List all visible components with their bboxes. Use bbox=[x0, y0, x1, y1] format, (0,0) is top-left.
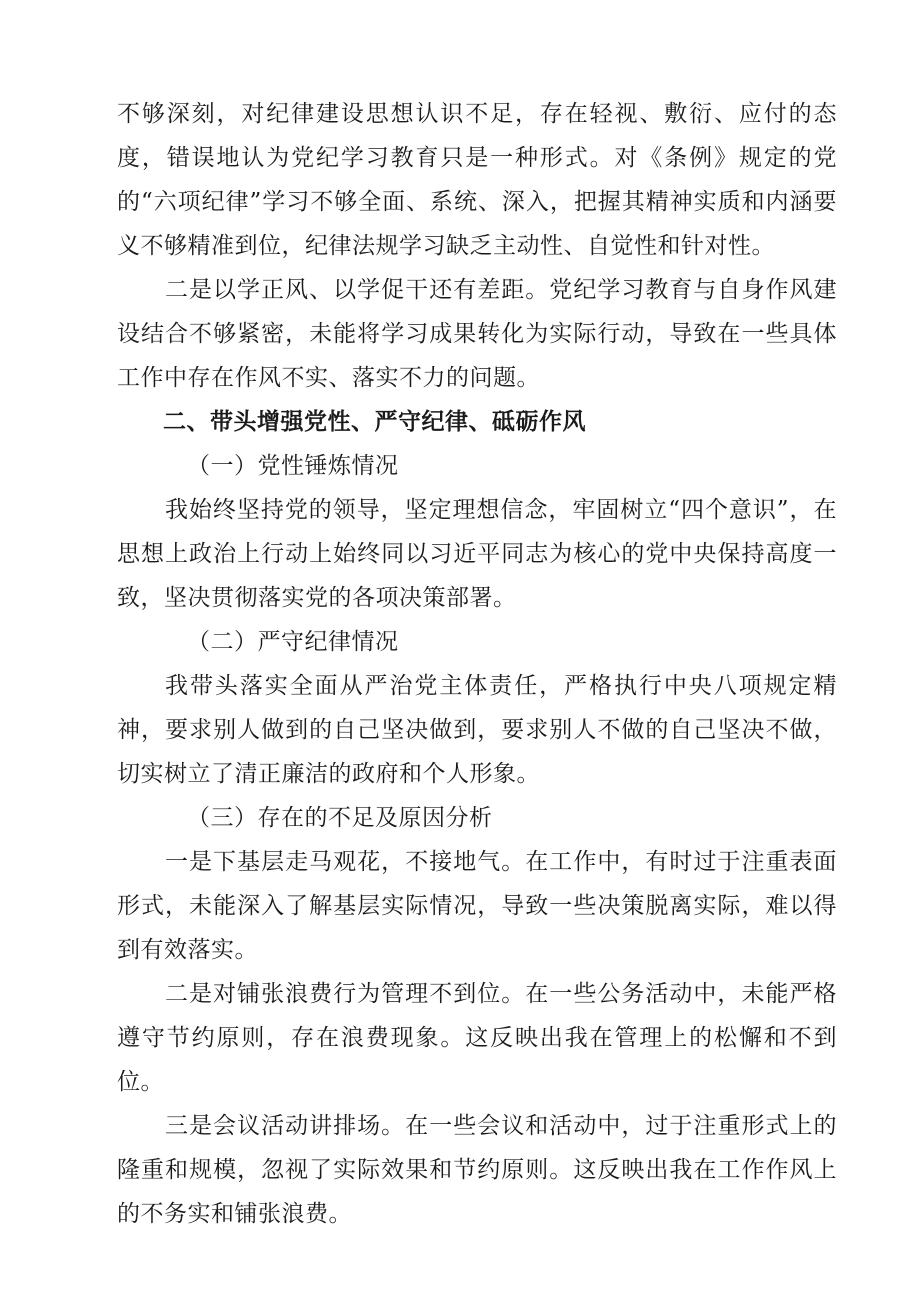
paragraph-shortcoming-3: 三是会议活动讲排场。在一些会议和活动中，过于注重形式上的隆重和规模，忽视了实际效果和节约原则。这反映出我在工作作风上的不务实和铺张浪费。 bbox=[117, 1113, 837, 1227]
paragraph-shortcoming-2: 二是对铺张浪费行为管理不到位。在一些公务活动中，未能严格遵守节约原则，存在浪费现象。这反映出我在管理上的松懈和不到位。 bbox=[117, 981, 837, 1095]
subheading-discipline: （二）严守纪律情况 bbox=[187, 629, 399, 655]
paragraph-shortcoming-1: 一是下基层走马观花，不接地气。在工作中，有时过于注重表面形式，未能深入了解基层实际情况，导致一些决策脱离实际，难以得到有效落实。 bbox=[117, 849, 837, 963]
paragraph-work-style-gap: 二是以学正风、以学促干还有差距。党纪学习教育与自身作风建设结合不够紧密，未能将学习成果转化为实际行动，导致在一些具体工作中存在作风不实、落实不力的问题。 bbox=[117, 277, 837, 391]
paragraph-party-spirit: 我始终坚持党的领导，坚定理想信念，牢固树立“四个意识”，在思想上政治上行动上始终同以习近平同志为核心的党中央保持高度一致，坚决贯彻落实党的各项决策部署。 bbox=[117, 497, 837, 611]
subheading-shortcomings: （三）存在的不足及原因分析 bbox=[187, 805, 493, 831]
document-page bbox=[117, 92, 837, 1236]
section-heading-2: 二、带头增强党性、严守纪律、砥砺作风 bbox=[163, 409, 586, 435]
paragraph-discipline: 我带头落实全面从严治党主体责任，严格执行中央八项规定精神，要求别人做到的自己坚决做到，要求别人不做的自己坚决不做，切实树立了清正廉洁的政府和个人形象。 bbox=[117, 673, 837, 787]
subheading-party-spirit: （一）党性锤炼情况 bbox=[187, 453, 399, 479]
paragraph-continued: 不够深刻，对纪律建设思想认识不足，存在轻视、敷衍、应付的态度，错误地认为党纪学习教育只是一种形式。对《条例》规定的党的“六项纪律”学习不够全面、系统、深入，把握其精神实质和内涵要义不够精准到位，纪律法规学习缺乏主动性、自觉性和针对性。 bbox=[117, 101, 837, 259]
